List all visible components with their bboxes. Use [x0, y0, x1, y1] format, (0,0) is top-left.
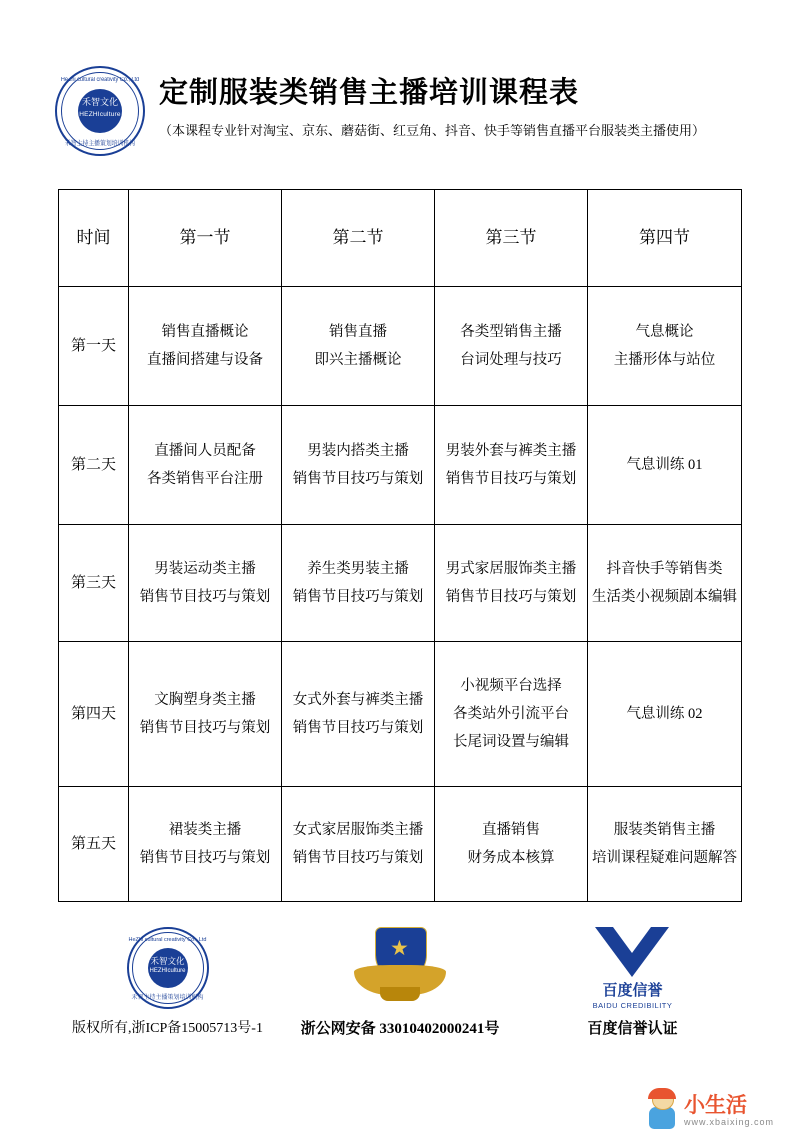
cell-line: 生活类小视频剧本编辑 — [592, 589, 737, 605]
mascot-body — [649, 1107, 675, 1129]
cell-day2-period3 — [435, 406, 588, 525]
site-watermark — [645, 1090, 774, 1130]
cell-day1-period4 — [588, 287, 742, 406]
cell-line: 养生类男装主播 — [307, 561, 409, 577]
emblem-base — [380, 987, 420, 1001]
logo-arc-top-text: HeZhi cultural creativity Co., Ltd — [60, 77, 140, 83]
cell-line: 销售节目技巧与策划 — [292, 720, 424, 736]
seal-center-line2: HEZHIculture — [149, 968, 186, 974]
row-label-day-5: 第五天 — [59, 787, 129, 902]
cell-line: 气息概论 — [635, 324, 694, 340]
cell-line: 各类站外引流平台 — [453, 706, 569, 722]
cell-day3-period1 — [129, 525, 282, 642]
row-label-day-3: 第三天 — [59, 525, 129, 642]
watermark-url: www.xbaixing.com — [683, 1116, 774, 1127]
mascot-hat — [648, 1088, 676, 1099]
cell-day1-period2 — [282, 287, 435, 406]
cell-line: 抖音快手等销售类 — [606, 561, 723, 577]
cell-day3-period4 — [588, 525, 742, 642]
cell-day4-period4 — [588, 642, 742, 787]
copyright-text: 版权所有,浙ICP备15005713号-1 — [72, 1021, 263, 1036]
cell-line: 销售直播概论 — [161, 324, 249, 340]
cell-line: 直播间人员配备 — [154, 443, 256, 459]
column-header-period-1: 第一节 — [129, 190, 282, 287]
table-row — [59, 406, 742, 525]
table-body — [59, 287, 742, 902]
police-badge-area — [354, 925, 446, 1011]
emblem-star-icon: ★ — [390, 936, 409, 960]
cell-day4-period2 — [282, 642, 435, 787]
column-header-period-4: 第四节 — [588, 190, 742, 287]
watermark-title: 小生活 — [683, 1092, 747, 1117]
cell-line: 长尾词设置与编辑 — [453, 734, 569, 750]
police-record-text: 浙公网安备 33010402000241号 — [300, 1021, 500, 1037]
watermark-mascot-icon — [645, 1090, 679, 1130]
table-header — [59, 190, 742, 287]
baidu-v-mark — [595, 927, 669, 977]
footer-baidu-block[interactable] — [525, 925, 740, 1038]
document-header — [0, 0, 800, 156]
cell-day1-period1 — [129, 287, 282, 406]
table-row — [59, 642, 742, 787]
row-label-day-1: 第一天 — [59, 287, 129, 406]
cell-line: 男装运动类主播 — [154, 561, 256, 577]
cell-line: 销售节目技巧与策划 — [139, 720, 271, 736]
column-header-period-3: 第三节 — [435, 190, 588, 287]
cell-day4-period3 — [435, 642, 588, 787]
cell-day2-period2 — [282, 406, 435, 525]
logo-center-line1: 禾智文化 — [81, 97, 118, 107]
footer-seal-area — [127, 925, 209, 1011]
header-text-block — [159, 62, 705, 141]
cell-line: 男式家居服饰类主播 — [445, 561, 577, 577]
cell-line: 财务成本核算 — [467, 850, 555, 866]
cell-line: 销售节目技巧与策划 — [139, 589, 271, 605]
cell-line: 各类型销售主播 — [460, 324, 562, 340]
table-header-row — [59, 190, 742, 287]
table-row — [59, 287, 742, 406]
table-row — [59, 787, 742, 902]
cell-line: 销售节目技巧与策划 — [445, 471, 577, 487]
cell-line: 销售节目技巧与策划 — [292, 589, 424, 605]
seal-core — [148, 948, 188, 988]
baidu-badge-area — [593, 925, 673, 1011]
cell-day5-period3 — [435, 787, 588, 902]
baidu-credibility-icon — [593, 927, 673, 1010]
column-header-period-2: 第二节 — [282, 190, 435, 287]
table-row — [59, 525, 742, 642]
cell-line: 男装外套与裤类主播 — [445, 443, 577, 459]
cell-line: 销售节目技巧与策划 — [292, 471, 424, 487]
cell-line: 气息训练 02 — [626, 706, 703, 722]
footer-police-block[interactable] — [293, 925, 508, 1038]
police-emblem-icon — [354, 927, 446, 1009]
cell-day5-period1 — [129, 787, 282, 902]
seal-arc-bottom-text: 禾智主持主播策划培训机构 — [131, 995, 204, 1001]
baidu-logo-sub: BAIDU CREDIBILITY — [592, 1000, 673, 1010]
cell-line: 小视频平台选择 — [460, 678, 562, 694]
cell-line: 女式外套与裤类主播 — [292, 692, 424, 708]
baidu-v-inner — [613, 927, 651, 953]
company-logo-icon — [55, 66, 145, 156]
schedule-table-wrapper — [0, 156, 800, 902]
cell-line: 男装内搭类主播 — [307, 443, 409, 459]
cell-line: 销售节目技巧与策划 — [292, 850, 424, 866]
schedule-table — [58, 189, 742, 902]
seal-center-line1: 禾智文化 — [150, 956, 185, 966]
logo-arc-bottom-text: 禾智主持主播策划培训机构 — [64, 140, 136, 147]
cell-line: 气息训练 01 — [626, 457, 703, 473]
cell-line: 各类销售平台注册 — [147, 471, 263, 487]
cell-line: 文胸塑身类主播 — [154, 692, 256, 708]
row-label-day-4: 第四天 — [59, 642, 129, 787]
cell-day5-period2 — [282, 787, 435, 902]
cell-line: 服装类销售主播 — [613, 822, 716, 838]
logo-center-line2: HEZHIculture — [79, 111, 121, 118]
footer-badges-row — [0, 925, 800, 1038]
cell-line: 直播间搭建与设备 — [147, 352, 263, 368]
cell-day2-period4 — [588, 406, 742, 525]
cell-day2-period1 — [129, 406, 282, 525]
cell-line: 培训课程疑难问题解答 — [592, 850, 737, 866]
cell-line: 台词处理与技巧 — [460, 352, 562, 368]
cell-line: 女式家居服饰类主播 — [292, 822, 424, 838]
cell-day3-period3 — [435, 525, 588, 642]
cell-day3-period2 — [282, 525, 435, 642]
cell-day5-period4 — [588, 787, 742, 902]
cell-line: 即兴主播概论 — [314, 352, 402, 368]
page-title: 定制服装类销售主播培训课程表 — [159, 77, 580, 109]
seal-arc-top-text: HeZhi cultural creativity Co., Ltd — [128, 937, 207, 943]
company-seal-icon — [127, 927, 209, 1009]
logo-inner-circle — [78, 89, 122, 133]
cell-line: 销售节目技巧与策划 — [445, 589, 577, 605]
cell-line: 销售直播 — [329, 324, 387, 340]
document-footer — [0, 925, 800, 1038]
cell-day4-period1 — [129, 642, 282, 787]
column-header-time: 时间 — [59, 190, 129, 287]
page-subtitle: （本课程专业针对淘宝、京东、蘑菇街、红豆角、抖音、快手等销售直播平台服装类主播使用） — [159, 123, 706, 138]
footer-copyright-block — [60, 925, 275, 1037]
cell-line: 直播销售 — [482, 822, 540, 838]
baidu-caption: 百度信誉认证 — [587, 1021, 678, 1037]
cell-line: 裙装类主播 — [168, 822, 242, 838]
baidu-logo-text: 百度信誉 — [602, 982, 663, 999]
row-label-day-2: 第二天 — [59, 406, 129, 525]
cell-day1-period3 — [435, 287, 588, 406]
cell-line: 销售节目技巧与策划 — [139, 850, 271, 866]
watermark-text-block — [684, 1094, 774, 1127]
cell-line: 主播形体与站位 — [613, 352, 716, 368]
